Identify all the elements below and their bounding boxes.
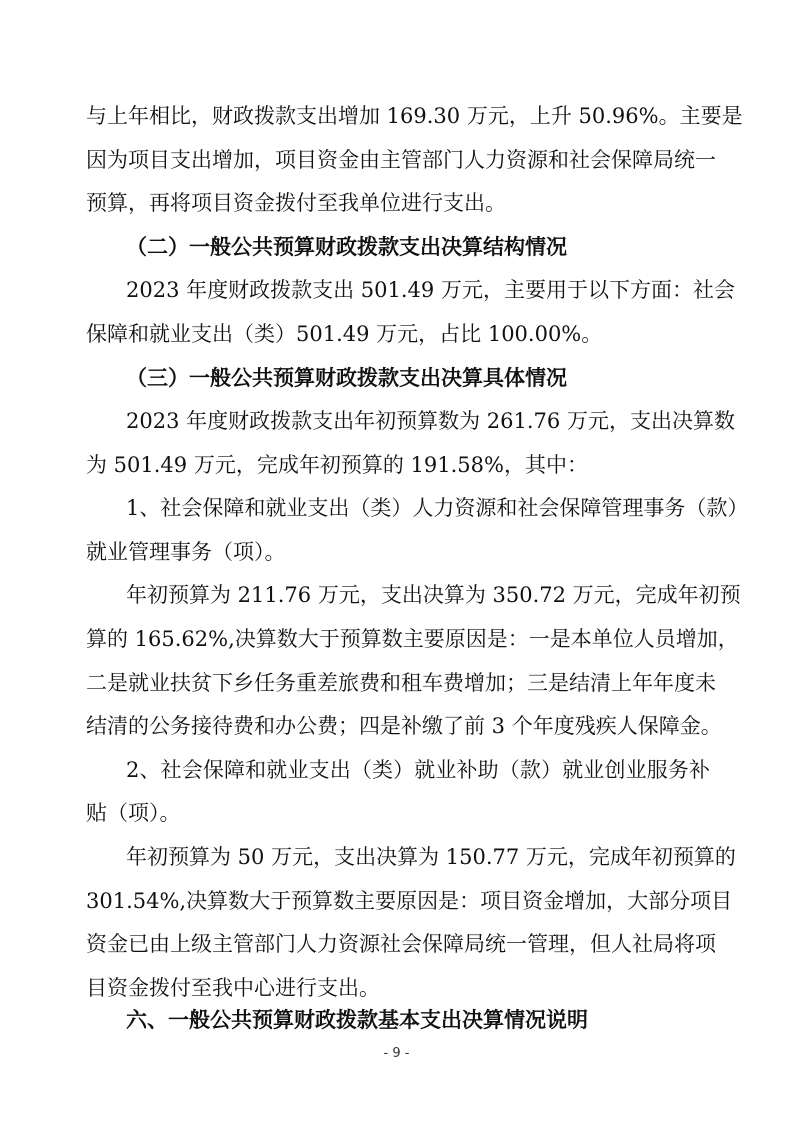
paragraph-line: 目资金拨付至我中心进行支出。 [86,976,380,1000]
section-heading: （二）一般公共预算财政拨款支出决算结构情况 [126,235,567,259]
paragraph-line: 贴（项）。 [86,801,181,825]
paragraph-line: 年初预算为 211.76 万元，支出决算为 350.72 万元，完成年初预 [126,583,741,607]
paragraph-line: 就业管理事务（项）。 [86,540,286,564]
section-heading: （三）一般公共预算财政拨款支出决算具体情况 [126,366,567,390]
paragraph-line: 与上年相比，财政拨款支出增加 169.30 万元，上升 50.96%。主要是 [86,104,743,128]
paragraph-line: 为 501.49 万元，完成年初预算的 191.58%，其中： [86,453,588,477]
paragraph-line: 2、社会保障和就业支出（类）就业补助（款）就业创业服务补 [126,758,710,782]
paragraph-line: 二是就业扶贫下乡任务重差旅费和租车费增加；三是结清上年年度未 [86,671,716,695]
paragraph-line: 2023 年度财政拨款支出 501.49 万元，主要用于以下方面：社会 [126,278,735,302]
page-number: - 9 - [383,1046,410,1061]
paragraph-line: 算的 165.62%,决算数大于预算数主要原因是：一是本单位人员增加， [86,627,739,651]
paragraph-line: 保障和就业支出（类）501.49 万元，占比 100.00%。 [86,322,603,346]
paragraph-line: 1、社会保障和就业支出（类）人力资源和社会保障管理事务（款） [126,496,749,520]
paragraph-line: 资金已由上级主管部门人力资源社会保障局统一管理，但人社局将项 [86,932,716,956]
paragraph-line: 年初预算为 50 万元，支出决算为 150.77 万元，完成年初预算的 [126,845,736,869]
section-heading: 六、一般公共预算财政拨款基本支出决算情况说明 [126,1008,588,1032]
paragraph-line: 预算，再将项目资金拨付至我单位进行支出。 [86,191,506,215]
paragraph-line: 301.54%,决算数大于预算数主要原因是：项目资金增加，大部分项目 [86,889,733,913]
paragraph-line: 因为项目支出增加，项目资金由主管部门人力资源和社会保障局统一 [86,148,716,172]
paragraph-line: 结清的公务接待费和办公费；四是补缴了前 3 个年度残疾人保障金。 [86,714,722,738]
paragraph-line: 2023 年度财政拨款支出年初预算数为 261.76 万元，支出决算数 [126,409,735,433]
